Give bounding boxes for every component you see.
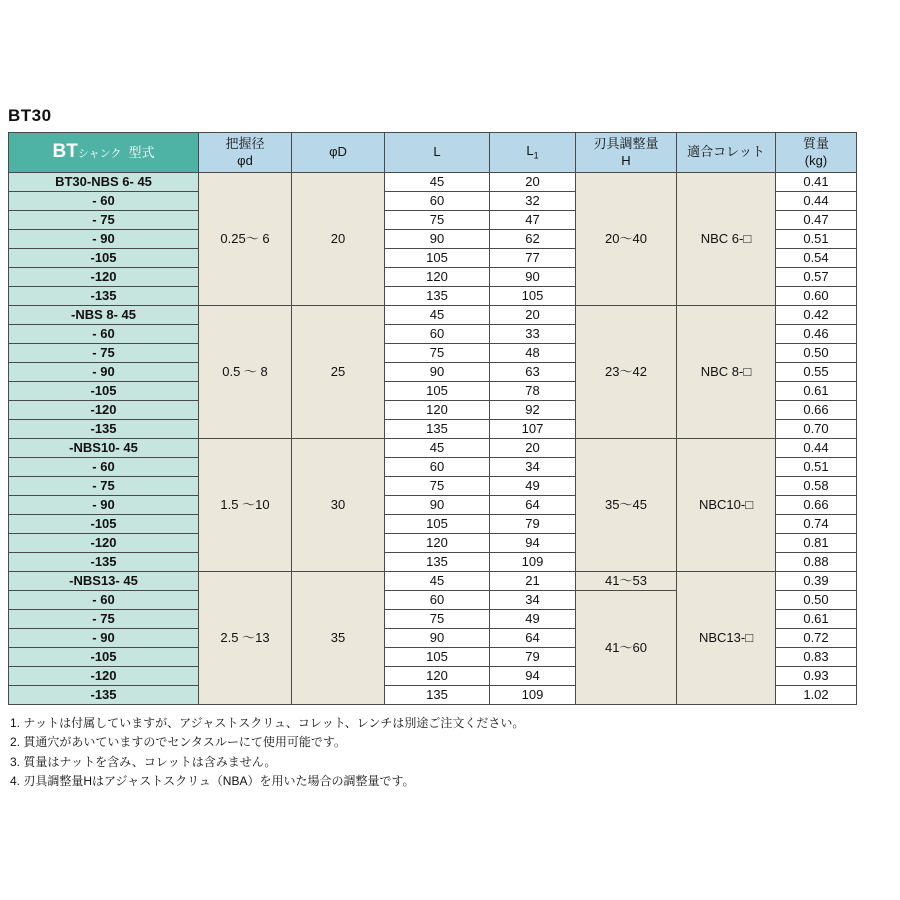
- footnote-2: 2. 貫通穴があいていますのでセンタスルーにて使用可能です。: [10, 735, 346, 750]
- mass-cell: 0.54: [776, 249, 857, 268]
- length-l1-cell: 48: [490, 344, 576, 363]
- length-l-cell: 120: [385, 667, 490, 686]
- length-l-cell: 60: [385, 325, 490, 344]
- length-l-cell: 135: [385, 553, 490, 572]
- header-mass-line1: 質量: [802, 135, 829, 151]
- model-cell: -NBS13- 45: [9, 572, 199, 591]
- model-cell: - 75: [9, 211, 199, 230]
- header-grip-diameter: [199, 133, 292, 173]
- length-l-cell: 45: [385, 306, 490, 325]
- mass-cell: 0.50: [776, 591, 857, 610]
- length-l1-cell: 49: [490, 477, 576, 496]
- mass-cell: 0.47: [776, 211, 857, 230]
- model-cell: -135: [9, 553, 199, 572]
- model-cell: - 90: [9, 496, 199, 515]
- length-l1-cell: 64: [490, 496, 576, 515]
- header-grip-line2: φd: [237, 152, 253, 168]
- collet-cell: NBC 8-□: [677, 306, 776, 439]
- mass-cell: 0.61: [776, 610, 857, 629]
- header-adjust-line2: H: [621, 152, 631, 168]
- length-l-cell: 90: [385, 629, 490, 648]
- header-model-type: 型式: [128, 145, 155, 161]
- length-l-cell: 75: [385, 477, 490, 496]
- mass-cell: 0.66: [776, 496, 857, 515]
- length-l1-cell: 21: [490, 572, 576, 591]
- footnote-4: 4. 刃具調整量Hはアジャストスクリュ（NBA）を用いた場合の調整量です。: [10, 774, 415, 789]
- footnotes: [10, 714, 900, 792]
- header-length-l1: [490, 133, 576, 173]
- length-l-cell: 60: [385, 458, 490, 477]
- header-adjust-line1: 刃具調整量: [593, 135, 659, 151]
- header-l1-sub: 1: [533, 150, 539, 161]
- length-l-cell: 105: [385, 249, 490, 268]
- header-l1-main: L: [526, 142, 534, 158]
- mass-cell: 1.02: [776, 686, 857, 705]
- length-l1-cell: 79: [490, 648, 576, 667]
- mass-cell: 0.72: [776, 629, 857, 648]
- mass-cell: 0.58: [776, 477, 857, 496]
- mass-cell: 0.60: [776, 287, 857, 306]
- model-cell: -120: [9, 401, 199, 420]
- mass-cell: 0.57: [776, 268, 857, 287]
- header-collet: 適合コレット: [677, 133, 776, 173]
- mass-cell: 0.44: [776, 192, 857, 211]
- length-l-cell: 135: [385, 287, 490, 306]
- collet-cell: NBC 6-□: [677, 173, 776, 306]
- mass-cell: 0.46: [776, 325, 857, 344]
- length-l-cell: 60: [385, 591, 490, 610]
- model-cell: -NBS 8- 45: [9, 306, 199, 325]
- length-l1-cell: 20: [490, 173, 576, 192]
- model-cell: - 90: [9, 629, 199, 648]
- length-l-cell: 45: [385, 439, 490, 458]
- length-l1-cell: 107: [490, 420, 576, 439]
- adjust-amount-cell: 41～53: [576, 572, 677, 591]
- adjust-amount-cell: 35～45: [576, 439, 677, 572]
- length-l1-cell: 109: [490, 686, 576, 705]
- model-cell: -105: [9, 515, 199, 534]
- grip-diameter-cell: 0.25～ 6: [199, 173, 292, 306]
- grip-diameter-cell: 0.5 ～ 8: [199, 306, 292, 439]
- length-l-cell: 135: [385, 686, 490, 705]
- model-cell: BT30-NBS 6- 45: [9, 173, 199, 192]
- mass-cell: 0.81: [776, 534, 857, 553]
- model-cell: -120: [9, 268, 199, 287]
- length-l-cell: 120: [385, 534, 490, 553]
- grip-diameter-cell: 1.5 ～10: [199, 439, 292, 572]
- length-l-cell: 90: [385, 496, 490, 515]
- model-cell: - 90: [9, 363, 199, 382]
- model-cell: - 75: [9, 610, 199, 629]
- length-l1-cell: 105: [490, 287, 576, 306]
- model-cell: - 75: [9, 344, 199, 363]
- header-mass: [776, 133, 857, 173]
- mass-cell: 0.41: [776, 173, 857, 192]
- header-mass-line2: (kg): [804, 152, 828, 168]
- model-cell: - 60: [9, 192, 199, 211]
- length-l-cell: 135: [385, 420, 490, 439]
- length-l1-cell: 34: [490, 458, 576, 477]
- length-l-cell: 75: [385, 344, 490, 363]
- length-l1-cell: 20: [490, 306, 576, 325]
- length-l-cell: 45: [385, 173, 490, 192]
- length-l1-cell: 90: [490, 268, 576, 287]
- spec-table: [8, 132, 857, 705]
- model-cell: -105: [9, 249, 199, 268]
- model-cell: - 60: [9, 591, 199, 610]
- mass-cell: 0.66: [776, 401, 857, 420]
- adjust-amount-cell: 20～40: [576, 173, 677, 306]
- collet-cell: NBC13-□: [677, 572, 776, 705]
- length-l1-cell: 20: [490, 439, 576, 458]
- model-cell: -135: [9, 287, 199, 306]
- table-row: [9, 306, 857, 325]
- length-l1-cell: 109: [490, 553, 576, 572]
- length-l-cell: 60: [385, 192, 490, 211]
- table-row: [9, 439, 857, 458]
- phi-d-cell: 35: [292, 572, 385, 705]
- phi-d-cell: 30: [292, 439, 385, 572]
- length-l-cell: 105: [385, 515, 490, 534]
- header-length-l: L: [385, 133, 490, 173]
- model-cell: -120: [9, 534, 199, 553]
- mass-cell: 0.42: [776, 306, 857, 325]
- adjust-amount-cell: 23～42: [576, 306, 677, 439]
- length-l1-cell: 77: [490, 249, 576, 268]
- header-model-bt: BT: [52, 141, 78, 163]
- length-l-cell: 75: [385, 211, 490, 230]
- mass-cell: 0.55: [776, 363, 857, 382]
- length-l-cell: 105: [385, 382, 490, 401]
- length-l-cell: 45: [385, 572, 490, 591]
- length-l1-cell: 78: [490, 382, 576, 401]
- mass-cell: 0.70: [776, 420, 857, 439]
- model-cell: -135: [9, 686, 199, 705]
- phi-d-cell: 20: [292, 173, 385, 306]
- length-l-cell: 120: [385, 268, 490, 287]
- mass-cell: 0.44: [776, 439, 857, 458]
- model-cell: -NBS10- 45: [9, 439, 199, 458]
- table-row: [9, 572, 857, 591]
- mass-cell: 0.61: [776, 382, 857, 401]
- header-adjust-amount: [576, 133, 677, 173]
- collet-cell: NBC10-□: [677, 439, 776, 572]
- model-cell: - 75: [9, 477, 199, 496]
- model-cell: - 90: [9, 230, 199, 249]
- length-l-cell: 120: [385, 401, 490, 420]
- table-row: [9, 173, 857, 192]
- length-l1-cell: 92: [490, 401, 576, 420]
- length-l1-cell: 33: [490, 325, 576, 344]
- length-l-cell: 90: [385, 363, 490, 382]
- length-l1-cell: 62: [490, 230, 576, 249]
- length-l1-cell: 49: [490, 610, 576, 629]
- length-l1-cell: 34: [490, 591, 576, 610]
- mass-cell: 0.50: [776, 344, 857, 363]
- model-cell: - 60: [9, 458, 199, 477]
- length-l-cell: 105: [385, 648, 490, 667]
- header-row: [9, 133, 857, 173]
- model-cell: - 60: [9, 325, 199, 344]
- model-cell: -105: [9, 382, 199, 401]
- mass-cell: 0.93: [776, 667, 857, 686]
- length-l1-cell: 64: [490, 629, 576, 648]
- phi-d-cell: 25: [292, 306, 385, 439]
- length-l1-cell: 63: [490, 363, 576, 382]
- model-cell: -135: [9, 420, 199, 439]
- length-l1-cell: 94: [490, 534, 576, 553]
- model-cell: -105: [9, 648, 199, 667]
- grip-diameter-cell: 2.5 ～13: [199, 572, 292, 705]
- adjust-amount-cell: 41～60: [576, 591, 677, 705]
- mass-cell: 0.74: [776, 515, 857, 534]
- length-l1-cell: 32: [490, 192, 576, 211]
- header-grip-line1: 把握径: [225, 135, 265, 151]
- length-l1-cell: 79: [490, 515, 576, 534]
- header-model-shank: シャンク: [77, 148, 122, 161]
- length-l1-cell: 47: [490, 211, 576, 230]
- header-model: [9, 133, 199, 173]
- mass-cell: 0.39: [776, 572, 857, 591]
- model-cell: -120: [9, 667, 199, 686]
- footnote-3: 3. 質量はナットを含み、コレットは含みません。: [10, 754, 277, 769]
- mass-cell: 0.51: [776, 458, 857, 477]
- footnote-1: 1. ナットは付属していますが、アジャストスクリュ、コレット、レンチは別途ご注文ください。: [10, 716, 525, 730]
- mass-cell: 0.88: [776, 553, 857, 572]
- length-l1-cell: 94: [490, 667, 576, 686]
- mass-cell: 0.83: [776, 648, 857, 667]
- header-phi-d: φD: [292, 133, 385, 173]
- length-l-cell: 75: [385, 610, 490, 629]
- page-title: BT30: [8, 106, 52, 125]
- mass-cell: 0.51: [776, 230, 857, 249]
- length-l-cell: 90: [385, 230, 490, 249]
